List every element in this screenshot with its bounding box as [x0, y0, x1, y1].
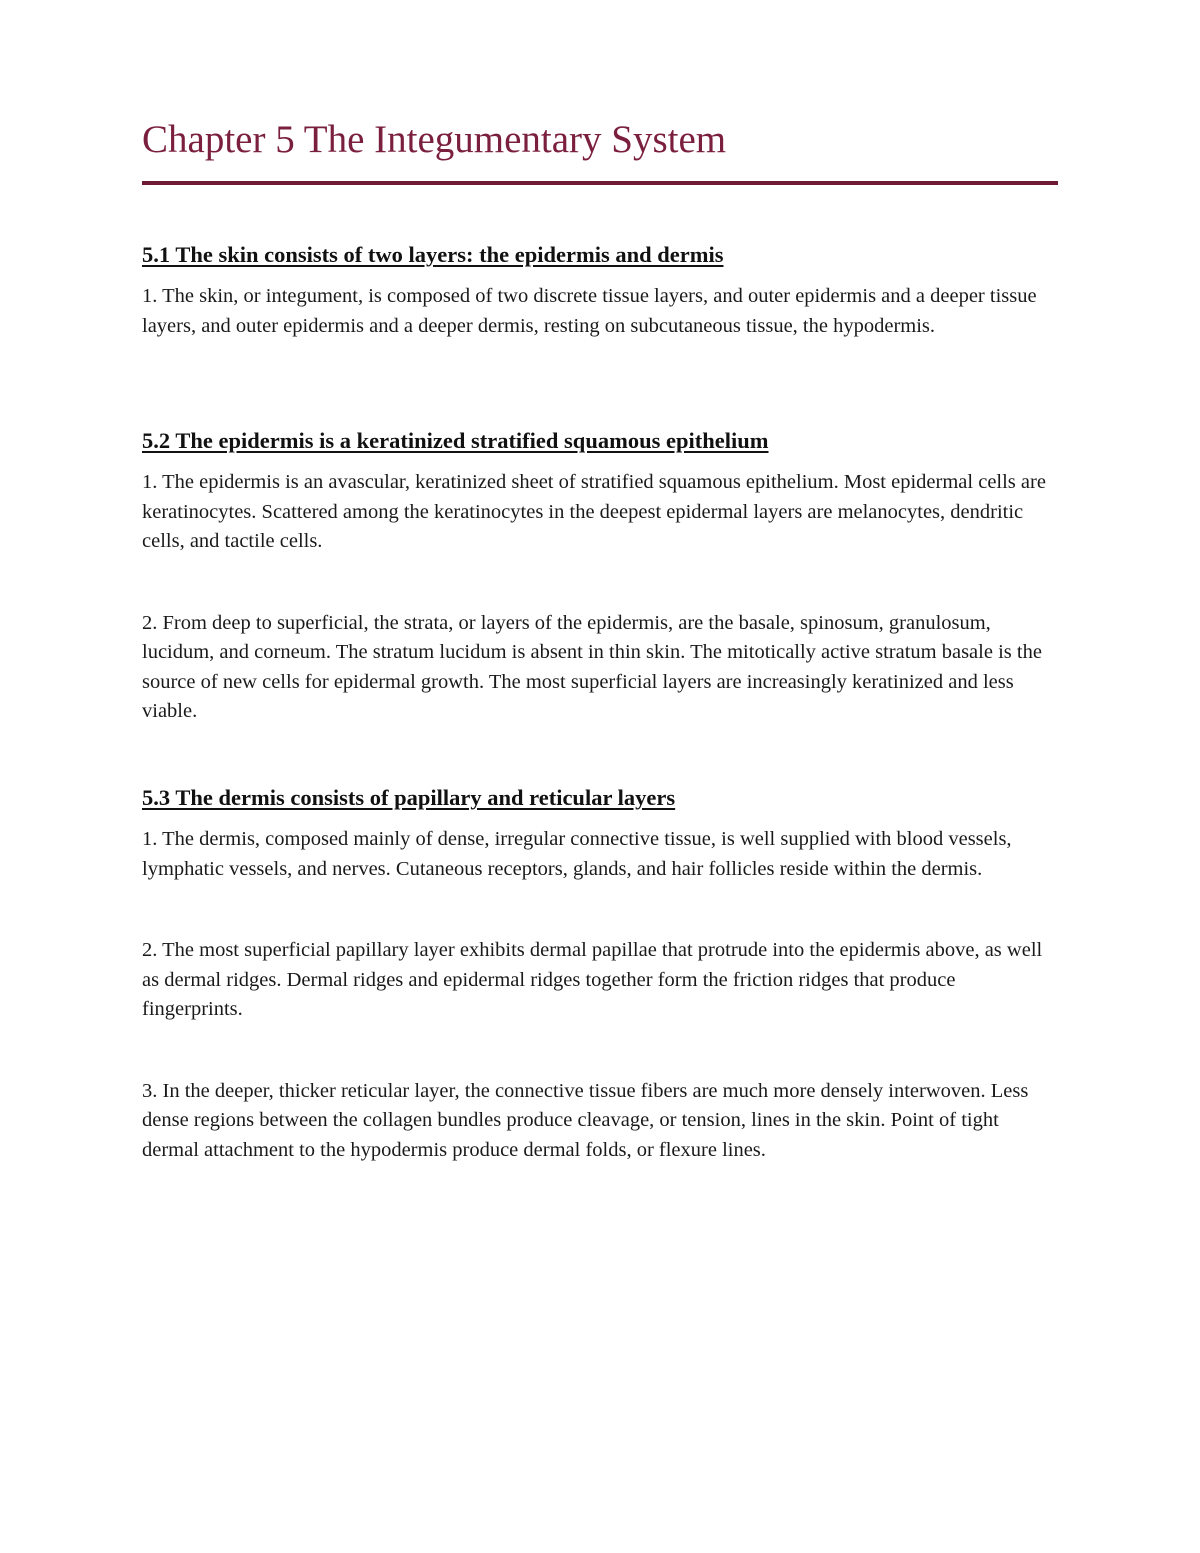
section-paragraph: 3. In the deeper, thicker reticular layer, the connective tissue fibers are much more densely interwoven. Less dense regions between the collagen bundles produce cleavage, or tension, lines in the skin. Point of tight dermal attachment to the hypodermis produce dermal folds, or flexure lines. [142, 1079, 1029, 1161]
section-5-1 [142, 240, 1060, 341]
section-heading: 5.2 The epidermis is a keratinized stratified squamous epithelium [142, 428, 769, 453]
section-paragraph: 1. The dermis, composed mainly of dense, irregular connective tissue, is well supplied with blood vessels, lymphatic vessels, and nerves. Cutaneous receptors, glands, and hair follicles reside within the dermis. [142, 828, 1012, 880]
document-title: Chapter 5 The Integumentary System [142, 118, 727, 161]
section-paragraph: 2. From deep to superficial, the strata, or layers of the epidermis, are the basale, spinosum, granulosum, lucidum, and corneum. The stratum lucidum is absent in thin skin. The mitotically active stratum basale is the source of new cells for epidermal growth. The most superficial layers are increasingly keratinized and less viable. [142, 611, 1042, 722]
section-heading: 5.3 The dermis consists of papillary and reticular layers [142, 785, 676, 810]
section-5-3 [142, 783, 1060, 1165]
title-divider [142, 181, 1058, 185]
section-heading: 5.1 The skin consists of two layers: the epidermis and dermis [142, 242, 724, 267]
section-paragraph: 1. The skin, or integument, is composed of two discrete tissue layers, and outer epidermis and a deeper tissue layers, and outer epidermis and a deeper dermis, resting on subcutaneous tissue, the hypodermis. [142, 285, 1037, 337]
section-paragraph: 2. The most superficial papillary layer exhibits dermal papillae that protrude into the epidermis above, as well as dermal ridges. Dermal ridges and epidermal ridges together form the friction ridges that produce fingerprints. [142, 939, 1043, 1020]
section-5-2 [142, 426, 1060, 727]
section-paragraph: 1. The epidermis is an avascular, keratinized sheet of stratified squamous epithelium. Most epidermal cells are keratinocytes. Scattered among the keratinocytes in the deepest epidermal layers are melanocytes, dendritic cells, and tactile cells. [142, 471, 1046, 552]
